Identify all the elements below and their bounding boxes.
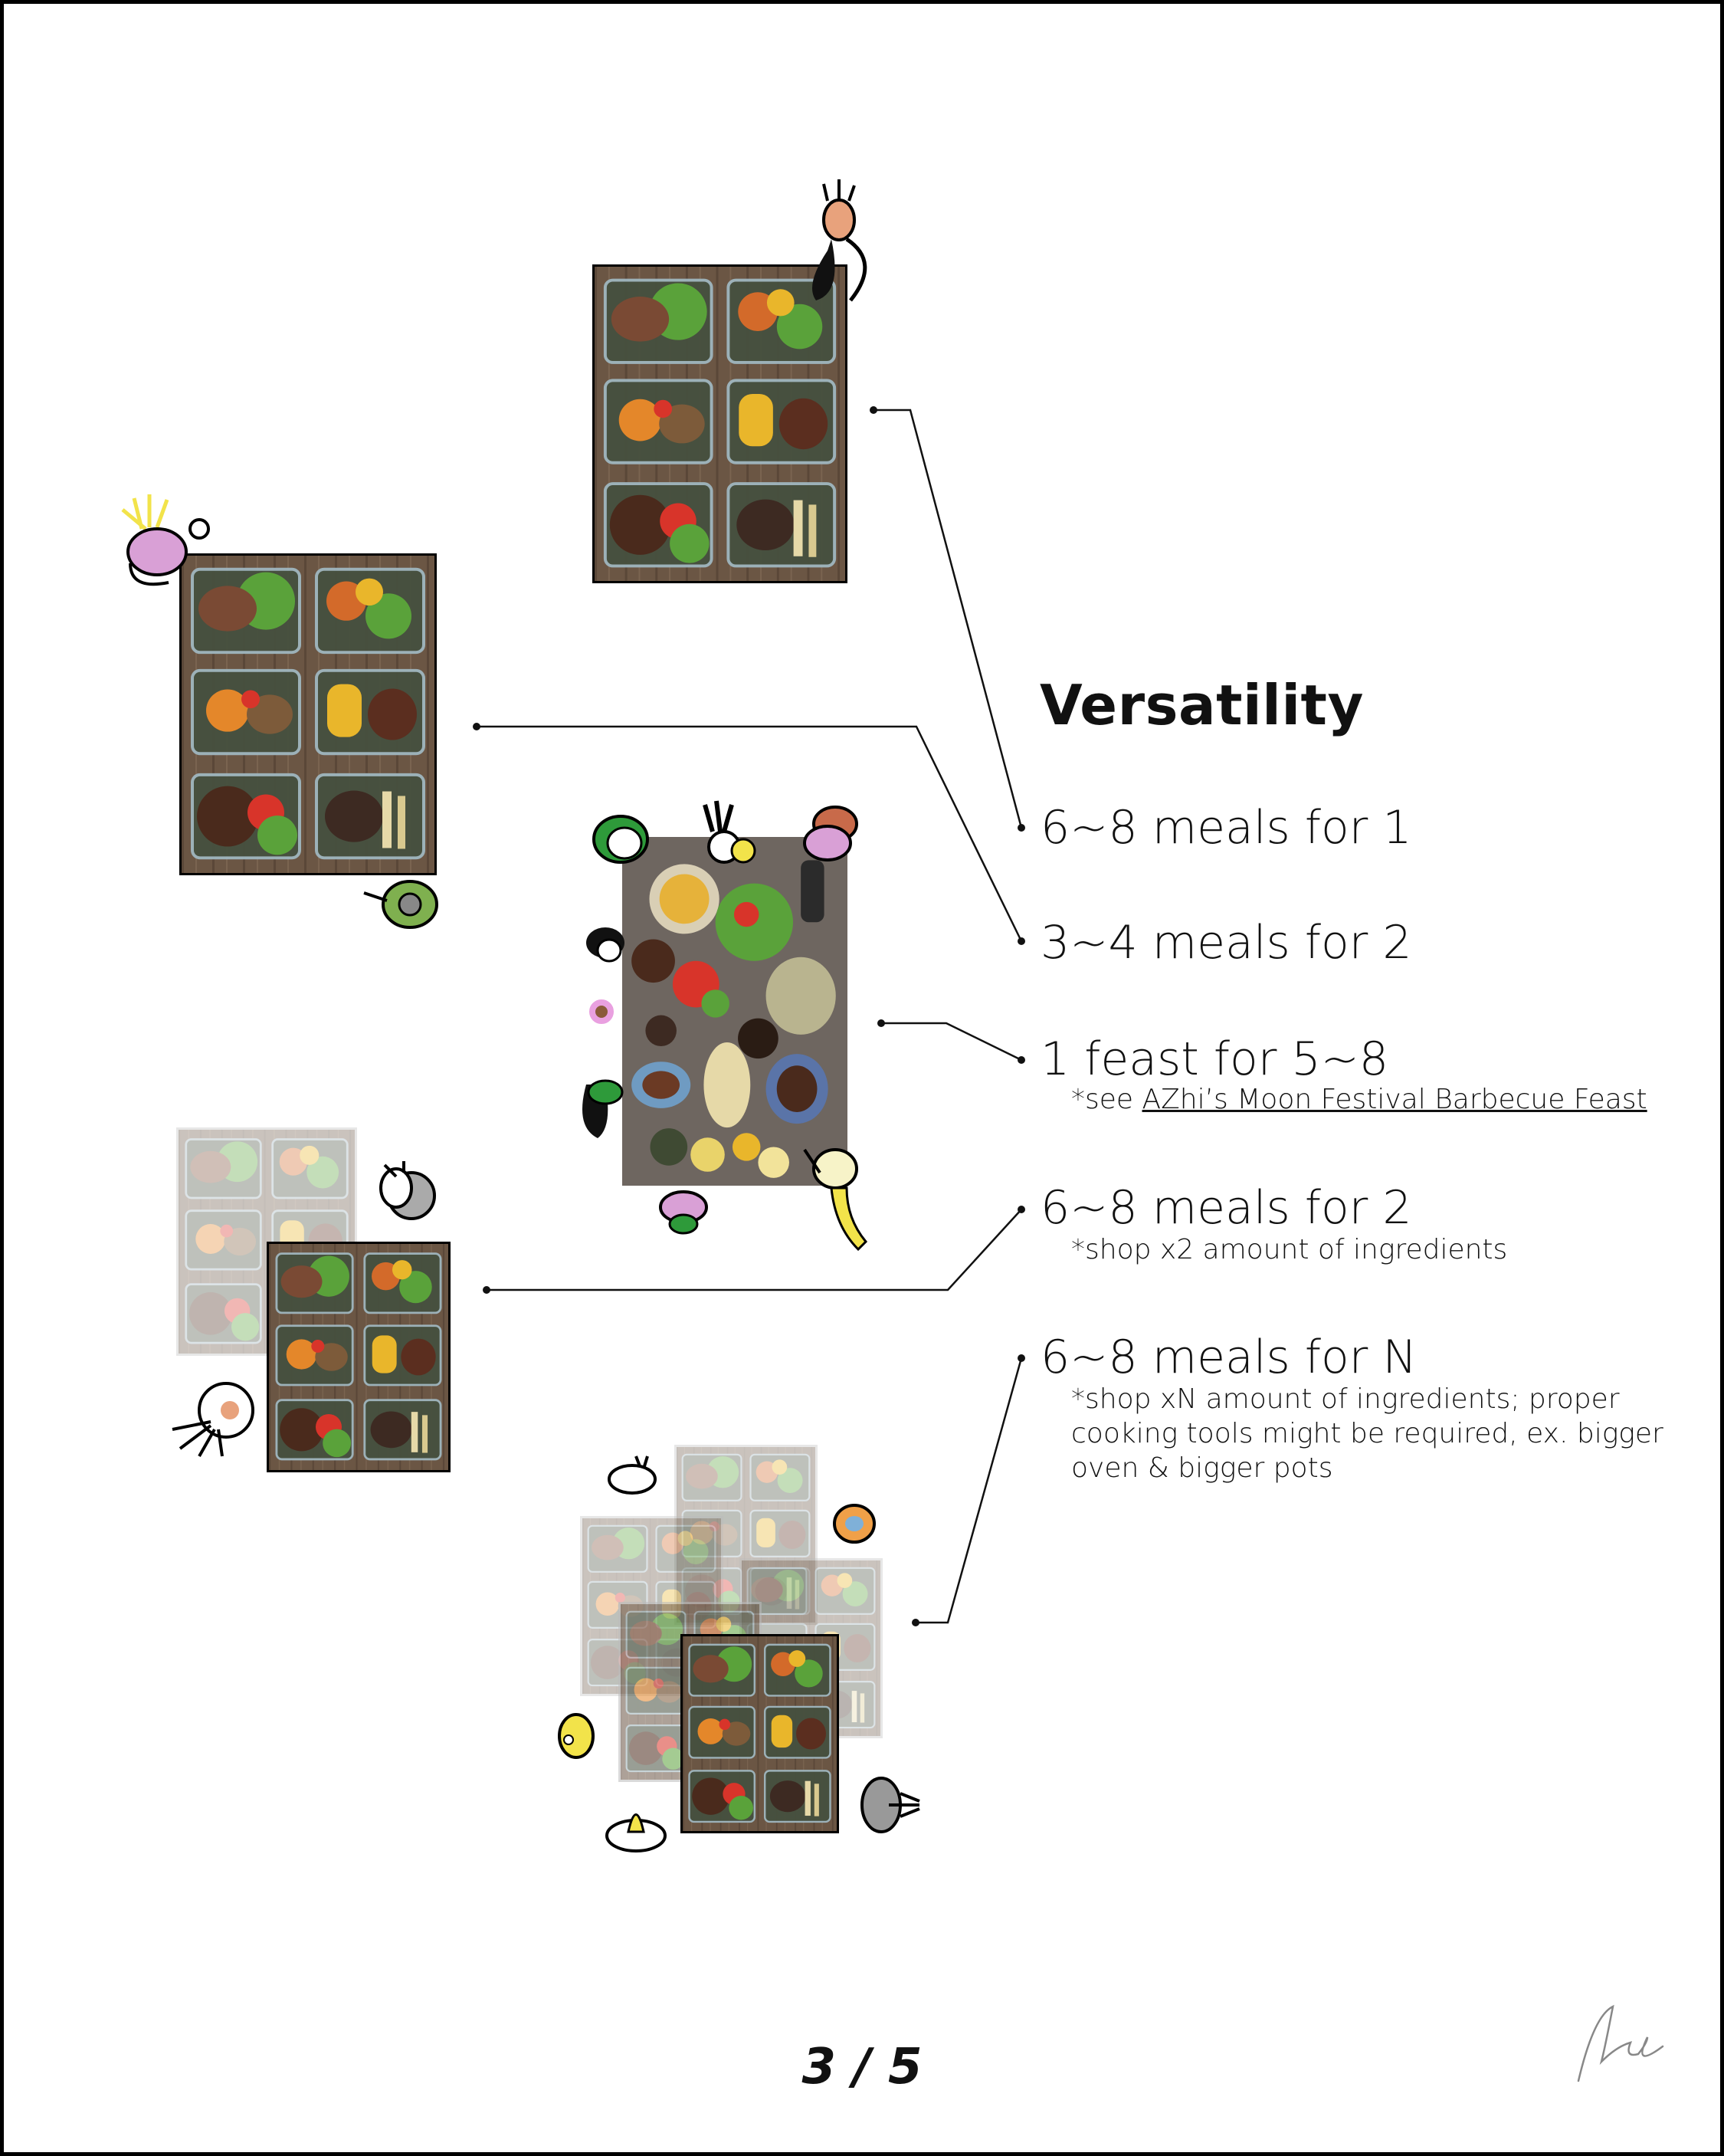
note-line: cooking tools might be required, ex. bigger — [1071, 1418, 1663, 1449]
item-meals-for-n: 6~8 meals for N — [1041, 1331, 1418, 1384]
cartoon-character-doodle — [824, 1495, 885, 1548]
item-meals-for-1: 6~8 meals for 1 — [1041, 801, 1412, 855]
cartoon-character-doodle — [115, 491, 215, 590]
item-feast: 1 feast for 5~8 — [1041, 1032, 1389, 1086]
moon-festival-link[interactable]: AZhi’s Moon Festival Barbecue Feast — [1142, 1084, 1647, 1115]
cartoon-character-doodle — [552, 1709, 598, 1763]
note-line: *shop xN amount of ingredients; proper — [1071, 1383, 1620, 1415]
cartoon-character-doodle — [369, 1153, 446, 1230]
item-feast-note — [1071, 1082, 1647, 1117]
cartoon-character-doodle — [601, 1790, 670, 1855]
cartoon-character-doodle — [590, 797, 866, 889]
note-line: oven & bigger pots — [1071, 1452, 1333, 1484]
section-heading: Versatility — [1040, 673, 1364, 737]
page-indicator: 3 / 5 — [801, 2039, 923, 2095]
cartoon-character-doodle — [789, 1142, 881, 1257]
feast-note-prefix: *see — [1071, 1084, 1142, 1115]
cartoon-character-doodle — [594, 1452, 663, 1498]
cartoon-character-doodle — [349, 870, 448, 939]
cartoon-character-doodle — [797, 178, 881, 308]
item-meals-for-2-double: 6~8 meals for 2 — [1041, 1181, 1412, 1235]
signature-mark — [1571, 2000, 1670, 2085]
item-meals-for-n-note — [1071, 1382, 1663, 1485]
cartoon-character-doodle — [571, 920, 632, 1165]
cartoon-character-doodle — [165, 1376, 264, 1460]
cartoon-character-doodle — [854, 1770, 923, 1836]
item-meals-for-2: 3~4 meals for 2 — [1041, 916, 1412, 970]
cartoon-character-doodle — [651, 1184, 716, 1238]
item-meals-for-2-double-note: *shop x2 amount of ingredients — [1071, 1234, 1508, 1265]
